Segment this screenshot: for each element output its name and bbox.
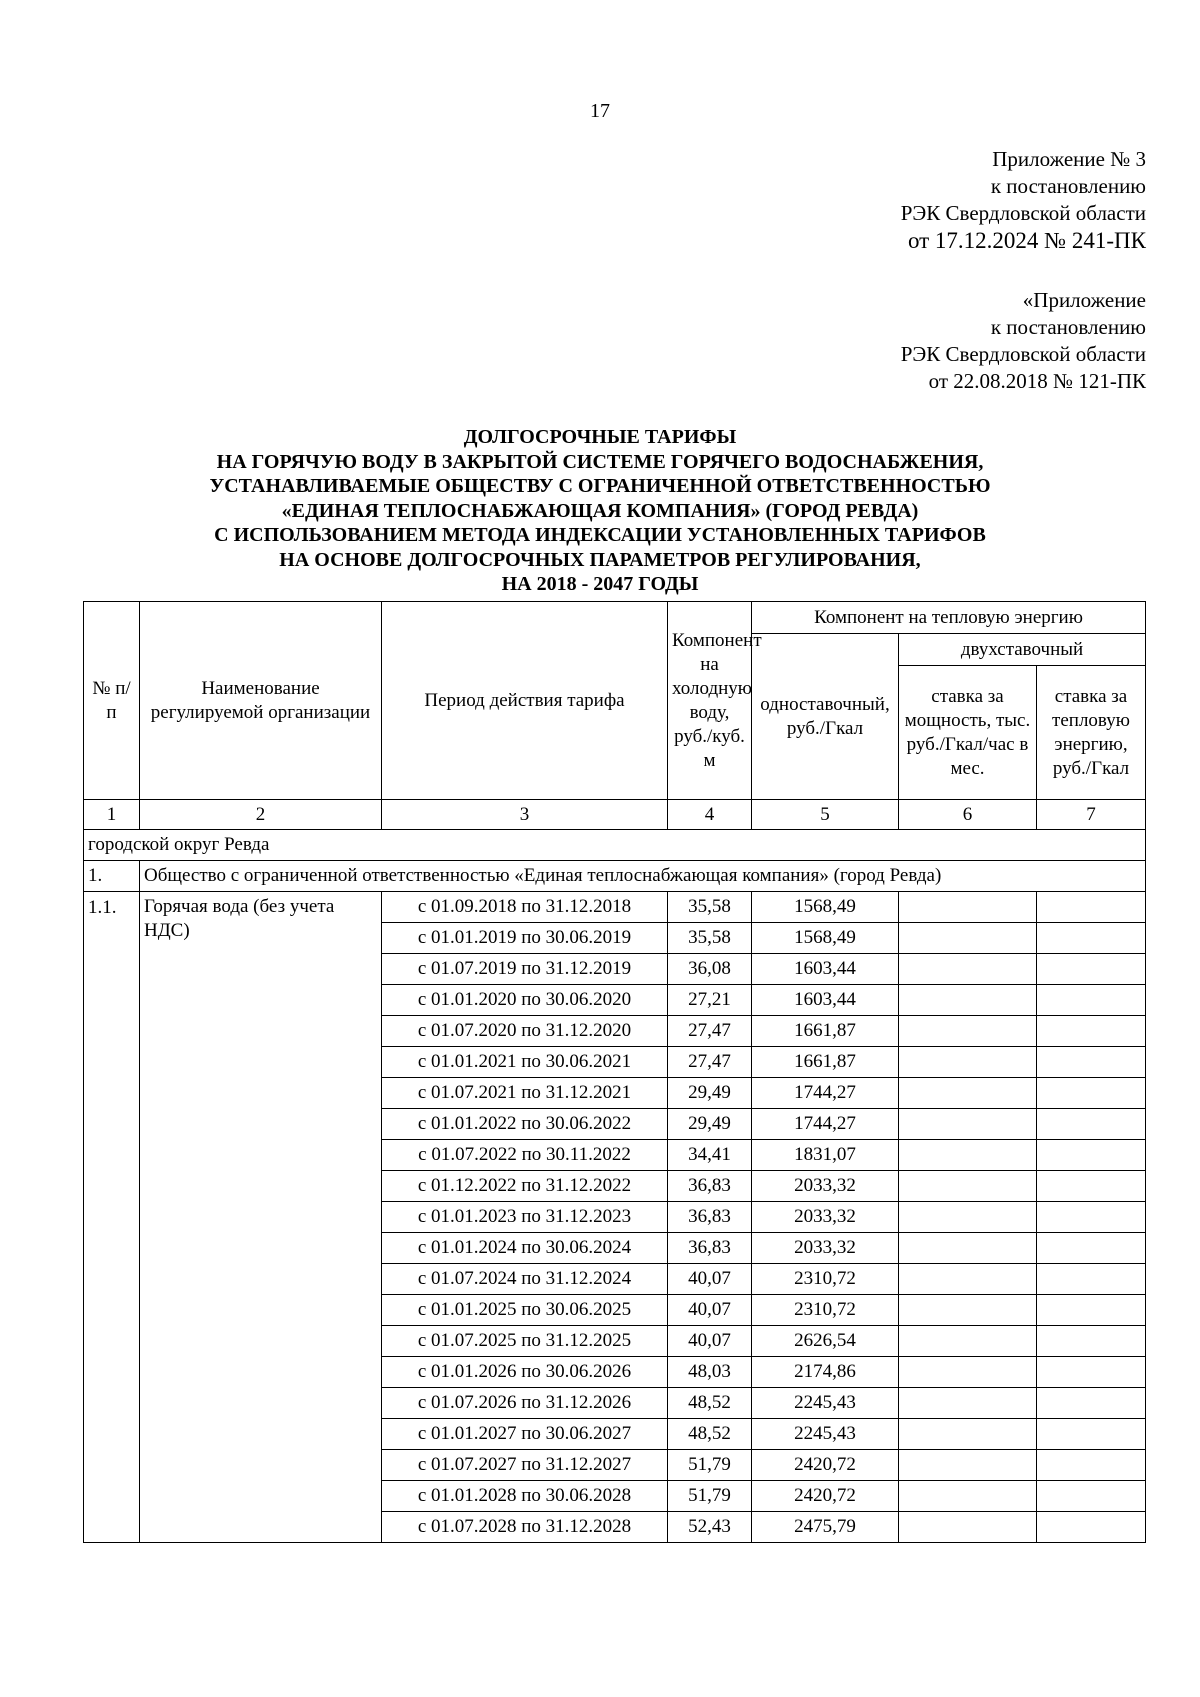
column-number: 2	[140, 800, 382, 830]
column-number: 3	[382, 800, 668, 830]
power-rate-value	[899, 1140, 1037, 1171]
power-rate-value	[899, 1481, 1037, 1512]
cold-water-value: 36,83	[668, 1202, 752, 1233]
header-power-rate: ставка за мощность, тыс. руб./Гкал/час в мес.	[899, 666, 1037, 800]
cold-water-value: 48,52	[668, 1388, 752, 1419]
header-cold-component: Компонент на холодную воду, руб./куб. м	[668, 602, 752, 800]
tariff-table	[83, 601, 1146, 1543]
attachment-line: Приложение № 3	[992, 147, 1146, 171]
cold-water-value: 40,07	[668, 1264, 752, 1295]
energy-rate-value	[1037, 1512, 1146, 1543]
energy-rate-value	[1037, 1047, 1146, 1078]
energy-rate-value	[1037, 1264, 1146, 1295]
cold-water-value: 35,58	[668, 923, 752, 954]
title-line: НА ОСНОВЕ ДОЛГОСРОЧНЫХ ПАРАМЕТРОВ РЕГУЛИРОВАНИЯ,	[279, 548, 921, 571]
item-name: Горячая вода (без учета НДС)	[140, 892, 382, 1543]
single-rate-value: 2245,43	[752, 1388, 899, 1419]
cold-water-value: 48,52	[668, 1419, 752, 1450]
tariff-period: с 01.01.2020 по 30.06.2020	[382, 985, 668, 1016]
header-heat-component: Компонент на тепловую энергию	[752, 602, 1146, 634]
tariff-period: с 01.01.2024 по 30.06.2024	[382, 1233, 668, 1264]
energy-rate-value	[1037, 1388, 1146, 1419]
tariff-period: с 01.07.2021 по 31.12.2021	[382, 1078, 668, 1109]
cold-water-value: 48,03	[668, 1357, 752, 1388]
energy-rate-value	[1037, 1357, 1146, 1388]
header-org: Наименование регулируемой организации	[140, 602, 382, 800]
tariff-period: с 01.07.2026 по 31.12.2026	[382, 1388, 668, 1419]
energy-rate-value	[1037, 892, 1146, 923]
title-line: НА ГОРЯЧУЮ ВОДУ В ЗАКРЫТОЙ СИСТЕМЕ ГОРЯЧЕГО ВОДОСНАБЖЕНИЯ,	[216, 450, 984, 473]
document-title	[0, 425, 1200, 597]
energy-rate-value	[1037, 1016, 1146, 1047]
cold-water-value: 40,07	[668, 1326, 752, 1357]
cold-water-value: 27,47	[668, 1047, 752, 1078]
power-rate-value	[899, 892, 1037, 923]
org-number: 1.	[84, 861, 140, 892]
power-rate-value	[899, 1171, 1037, 1202]
single-rate-value: 2245,43	[752, 1419, 899, 1450]
tariff-period: с 01.07.2019 по 31.12.2019	[382, 954, 668, 985]
single-rate-value: 2174,86	[752, 1357, 899, 1388]
cold-water-value: 40,07	[668, 1295, 752, 1326]
page-number: 17	[590, 100, 610, 122]
energy-rate-value	[1037, 1326, 1146, 1357]
energy-rate-value	[1037, 954, 1146, 985]
tariff-period: с 01.09.2018 по 31.12.2018	[382, 892, 668, 923]
power-rate-value	[899, 1419, 1037, 1450]
single-rate-value: 2310,72	[752, 1264, 899, 1295]
single-rate-value: 2626,54	[752, 1326, 899, 1357]
energy-rate-value	[1037, 1481, 1146, 1512]
power-rate-value	[899, 1016, 1037, 1047]
tariff-period: с 01.01.2025 по 30.06.2025	[382, 1295, 668, 1326]
header-energy-rate: ставка за тепловую энергию, руб./Гкал	[1037, 666, 1146, 800]
power-rate-value	[899, 1357, 1037, 1388]
cold-water-value: 29,49	[668, 1109, 752, 1140]
energy-rate-value	[1037, 1450, 1146, 1481]
power-rate-value	[899, 923, 1037, 954]
power-rate-value	[899, 985, 1037, 1016]
cold-water-value: 36,08	[668, 954, 752, 985]
tariff-period: с 01.01.2027 по 30.06.2027	[382, 1419, 668, 1450]
cold-water-value: 34,41	[668, 1140, 752, 1171]
energy-rate-value	[1037, 1419, 1146, 1450]
tariff-period: с 01.01.2021 по 30.06.2021	[382, 1047, 668, 1078]
table-row	[84, 892, 1146, 923]
power-rate-value	[899, 1078, 1037, 1109]
column-number: 1	[84, 800, 140, 830]
single-rate-value: 1744,27	[752, 1078, 899, 1109]
single-rate-value: 1744,27	[752, 1109, 899, 1140]
single-rate-value: 2310,72	[752, 1295, 899, 1326]
attachment-line: от 22.08.2018 № 121-ПК	[928, 369, 1146, 393]
cold-water-value: 35,58	[668, 892, 752, 923]
power-rate-value	[899, 1326, 1037, 1357]
power-rate-value	[899, 1450, 1037, 1481]
tariff-period: с 01.01.2023 по 31.12.2023	[382, 1202, 668, 1233]
attachment-line: от 17.12.2024 № 241-ПК	[907, 228, 1146, 253]
tariff-period: с 01.01.2028 по 30.06.2028	[382, 1481, 668, 1512]
tariff-period: с 01.07.2022 по 30.11.2022	[382, 1140, 668, 1171]
tariff-period: с 01.07.2025 по 31.12.2025	[382, 1326, 668, 1357]
single-rate-value: 2033,32	[752, 1202, 899, 1233]
column-number: 4	[668, 800, 752, 830]
cold-water-value: 27,21	[668, 985, 752, 1016]
org-name: Общество с ограниченной ответственностью «Единая теплоснабжающая компания» (город Ревда)	[140, 861, 1146, 892]
title-line: ДОЛГОСРОЧНЫЕ ТАРИФЫ	[463, 426, 737, 448]
single-rate-value: 1568,49	[752, 923, 899, 954]
single-rate-value: 2033,32	[752, 1233, 899, 1264]
attachment-line: к постановлению	[990, 174, 1146, 198]
single-rate-value: 1603,44	[752, 954, 899, 985]
energy-rate-value	[1037, 1295, 1146, 1326]
single-rate-value: 2033,32	[752, 1171, 899, 1202]
title-line: «ЕДИНАЯ ТЕПЛОСНАБЖАЮЩАЯ КОМПАНИЯ» (ГОРОД РЕВДА)	[281, 499, 919, 522]
single-rate-value: 2420,72	[752, 1450, 899, 1481]
attachment-line: РЭК Свердловской области	[900, 342, 1146, 366]
tariff-period: с 01.01.2026 по 30.06.2026	[382, 1357, 668, 1388]
cold-water-value: 52,43	[668, 1512, 752, 1543]
tariff-period: с 01.07.2027 по 31.12.2027	[382, 1450, 668, 1481]
column-number: 7	[1037, 800, 1146, 830]
energy-rate-value	[1037, 1109, 1146, 1140]
single-rate-value: 1568,49	[752, 892, 899, 923]
power-rate-value	[899, 1512, 1037, 1543]
single-rate-value: 1831,07	[752, 1140, 899, 1171]
energy-rate-value	[1037, 1202, 1146, 1233]
title-line: УСТАНАВЛИВАЕМЫЕ ОБЩЕСТВУ С ОГРАНИЧЕННОЙ ОТВЕТСТВЕННОСТЬЮ	[209, 475, 991, 497]
attachment-block-current	[901, 146, 1146, 254]
power-rate-value	[899, 1047, 1037, 1078]
power-rate-value	[899, 1295, 1037, 1326]
title-line: С ИСПОЛЬЗОВАНИЕМ МЕТОДА ИНДЕКСАЦИИ УСТАНОВЛЕННЫХ ТАРИФОВ	[214, 524, 986, 546]
tariff-period: с 01.01.2022 по 30.06.2022	[382, 1109, 668, 1140]
power-rate-value	[899, 1233, 1037, 1264]
energy-rate-value	[1037, 985, 1146, 1016]
header-two-rate: двухставочный	[899, 634, 1146, 666]
cold-water-value: 51,79	[668, 1450, 752, 1481]
title-line: НА 2018 - 2047 ГОДЫ	[501, 573, 699, 595]
item-number: 1.1.	[84, 892, 140, 1543]
district-row: городской округ Ревда	[84, 830, 1146, 861]
cold-water-value: 51,79	[668, 1481, 752, 1512]
cold-water-value: 36,83	[668, 1171, 752, 1202]
column-number: 6	[899, 800, 1037, 830]
power-rate-value	[899, 1109, 1037, 1140]
single-rate-value: 1603,44	[752, 985, 899, 1016]
single-rate-value: 2420,72	[752, 1481, 899, 1512]
cold-water-value: 27,47	[668, 1016, 752, 1047]
attachment-line: «Приложение	[1022, 288, 1146, 312]
tariff-period: с 01.01.2019 по 30.06.2019	[382, 923, 668, 954]
energy-rate-value	[1037, 1140, 1146, 1171]
power-rate-value	[899, 954, 1037, 985]
power-rate-value	[899, 1202, 1037, 1233]
power-rate-value	[899, 1388, 1037, 1419]
tariff-period: с 01.07.2020 по 31.12.2020	[382, 1016, 668, 1047]
attachment-block-original	[901, 287, 1146, 395]
attachment-line: РЭК Свердловской области	[900, 201, 1146, 225]
single-rate-value: 1661,87	[752, 1016, 899, 1047]
single-rate-value: 1661,87	[752, 1047, 899, 1078]
header-period: Период действия тарифа	[382, 602, 668, 800]
cold-water-value: 29,49	[668, 1078, 752, 1109]
single-rate-value: 2475,79	[752, 1512, 899, 1543]
power-rate-value	[899, 1264, 1037, 1295]
energy-rate-value	[1037, 1078, 1146, 1109]
tariff-period: с 01.07.2024 по 31.12.2024	[382, 1264, 668, 1295]
tariff-period: с 01.07.2028 по 31.12.2028	[382, 1512, 668, 1543]
energy-rate-value	[1037, 1233, 1146, 1264]
header-num: № п/п	[84, 602, 140, 800]
cold-water-value: 36,83	[668, 1233, 752, 1264]
header-single-rate: одноставочный, руб./Гкал	[752, 634, 899, 800]
energy-rate-value	[1037, 923, 1146, 954]
tariff-period: с 01.12.2022 по 31.12.2022	[382, 1171, 668, 1202]
attachment-line: к постановлению	[990, 315, 1146, 339]
column-number: 5	[752, 800, 899, 830]
energy-rate-value	[1037, 1171, 1146, 1202]
